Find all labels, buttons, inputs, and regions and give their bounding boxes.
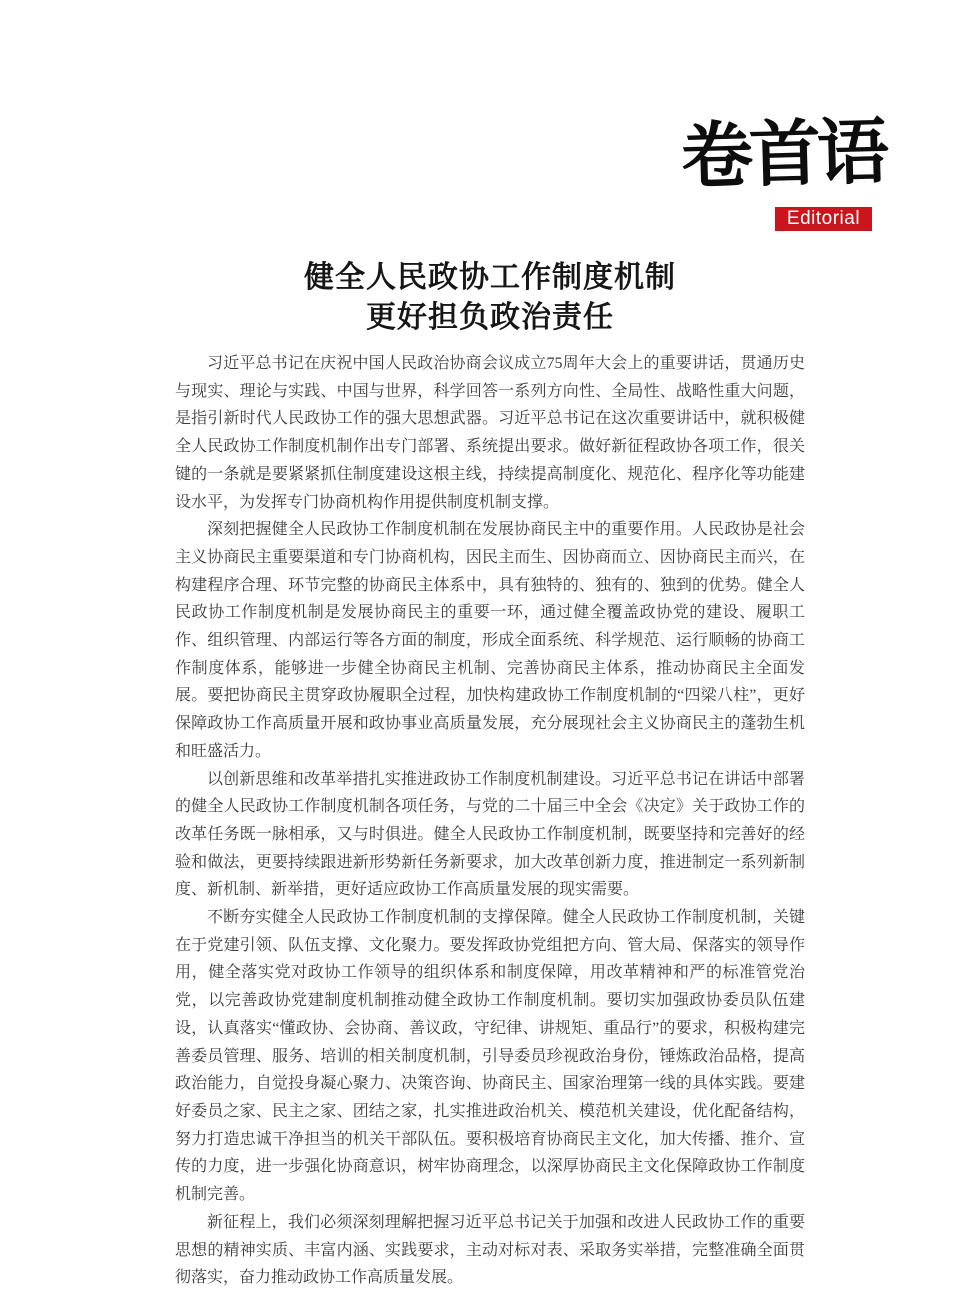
article-title-line-2: 更好担负政治责任 — [366, 301, 614, 335]
masthead — [649, 0, 969, 240]
article-title-line-1: 健全人民政协工作制度机制 — [304, 261, 676, 295]
body-paragraph: 习近平总书记在庆祝中国人民政治协商会议成立75周年大会上的重要讲话，贯通历史与现实、理论与实践、中国与世界，科学回答一系列方向性、全局性、战略性重大问题，是指引新时代人民政协工作的强大思想武器。习近平总书记在这次重要讲话中，就积极健全人民政协工作制度机制作出专门部署、系统提出要求。做好新征程政协各项工作，很关键的一条就是要紧紧抓住制度建设这根主线，持续提高制度化、规范化、程序化等功能建设水平，为发挥专门协商机构作用提供制度机制支撑。 — [175, 355, 805, 511]
editorial-calligraphy-title: 卷首语 — [679, 108, 887, 199]
editorial-badge: Editorial — [775, 207, 872, 231]
article-title — [175, 258, 805, 338]
body-paragraph: 新征程上，我们必须深刻理解把握习近平总书记关于加强和改进人民政协工作的重要思想的精神实质、丰富内涵、实践要求，主动对标对表、采取务实举措，完整准确全面贯彻落实，奋力推动政协工作高质量发展。 — [175, 1213, 805, 1287]
body-paragraph: 以创新思维和改革举措扎实推进政协工作制度机制建设。习近平总书记在讲话中部署的健全人民政协工作制度机制各项任务，与党的二十届三中全会《决定》关于政协工作的改革任务既一脉相承，又与时俱进。健全人民政协工作制度机制，既要坚持和完善好的经验和做法，更要持续跟进新形势新任务新要求，加大改革创新力度，推进制定一系列新制度、新机制、新举措，更好适应政协工作高质量发展的现实需要。 — [175, 770, 805, 899]
body-paragraph: 深刻把握健全人民政协工作制度机制在发展协商民主中的重要作用。人民政协是社会主义协商民主重要渠道和专门协商机构，因民主而生、因协商而立、因协商民主而兴，在构建程序合理、环节完整的协商民主体系中，具有独特的、独有的、独到的优势。健全人民政协工作制度机制是发展协商民主的重要一环，通过健全覆盖政协党的建设、履职工作、组织管理、内部运行等各方面的制度，形成全面系统、科学规范、运行顺畅的协商工作制度体系，能够进一步健全协商民主机制、完善协商民主体系，推动协商民主全面发展。要把协商民主贯穿政协履职全过程，加快构建政协工作制度机制的“四梁八柱”，更好保障政协工作高质量开展和政协事业高质量发展，充分展现社会主义协商民主的蓬勃生机和旺盛活力。 — [175, 521, 805, 760]
body-paragraph: 不断夯实健全人民政协工作制度机制的支撑保障。健全人民政协工作制度机制，关键在于党建引领、队伍支撑、文化聚力。要发挥政协党组把方向、管大局、保落实的领导作用，健全落实党对政协工作领导的组织体系和制度保障，用改革精神和严的标准管党治党，以完善政协党建制度机制推动健全政协工作制度机制。要切实加强政协委员队伍建设，认真落实“懂政协、会协商、善议政，守纪律、讲规矩、重品行”的要求，积极构建完善委员管理、服务、培训的相关制度机制，引导委员珍视政治身份，锤炼政治品格，提高政治能力，自觉投身凝心聚力、决策咨询、协商民主、国家治理第一线的具体实践。要建好委员之家、民主之家、团结之家，扎实推进政治机关、模范机关建设，优化配备结构，努力打造忠诚干净担当的机关干部队伍。要积极培育协商民主文化，加大传播、推介、宣传的力度，进一步强化协商意识，树牢协商理念，以深厚协商民主文化保障政协工作制度机制完善。 — [175, 909, 805, 1204]
article-body — [175, 350, 805, 1292]
